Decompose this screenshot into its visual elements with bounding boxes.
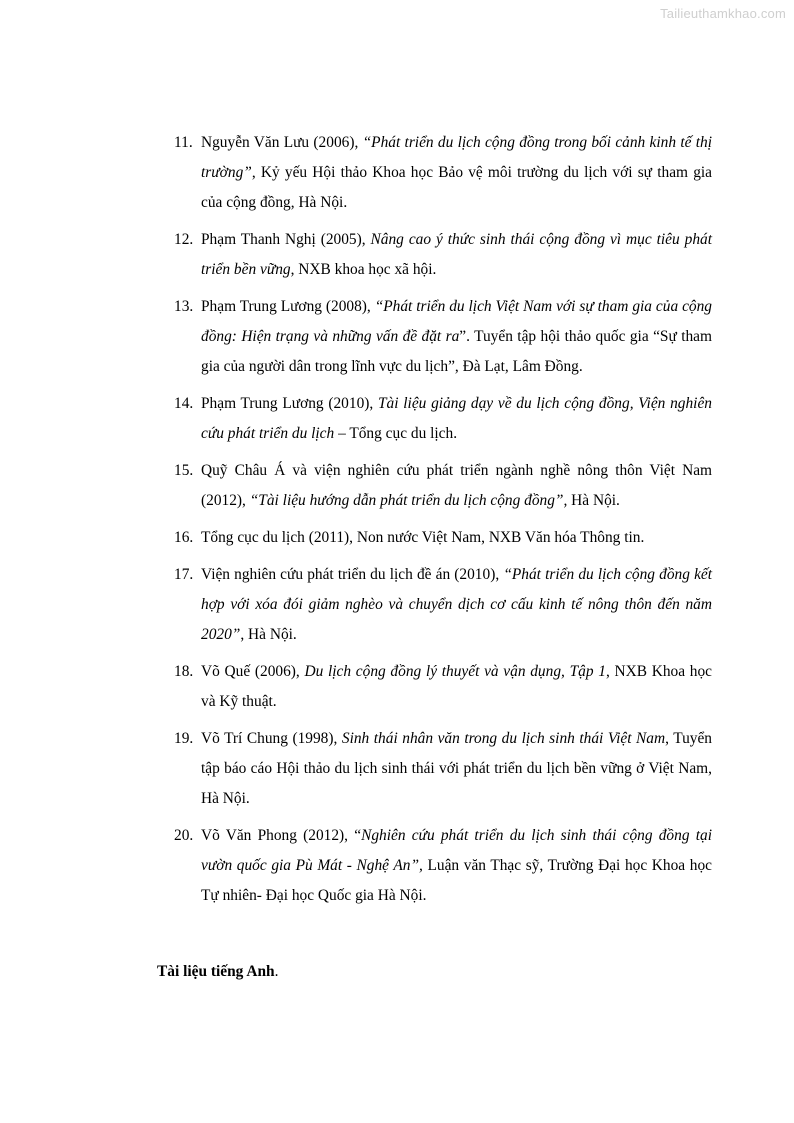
reference-number: 15. [174, 462, 194, 479]
reference-number: 19. [174, 730, 194, 747]
reference-text: , Tuyển tập báo cáo Hội thảo du lịch sinh thái với phát triển du lịch bền vững ở Việt Nam, Hà Nội. [201, 730, 712, 807]
reference-title: Tài liệu giảng dạy về du lịch cộng đồng, Viện nghiên cứu phát triển du lịch [201, 395, 712, 442]
reference-title: “Tài liệu hướng dẫn phát triển du lịch cộng đồng”, [249, 492, 568, 509]
reference-title: Du lịch cộng đồng lý thuyết và vận dụng, Tập 1 [304, 663, 606, 680]
reference-item [174, 389, 712, 449]
reference-title: Nâng cao ý thức sinh thái cộng đồng vì mục tiêu phát triển bền vững [201, 231, 712, 278]
reference-number: 12. [174, 231, 194, 248]
reference-title: “Phát triển du lịch Việt Nam với sự tham gia của cộng đồng: Hiện trạng và những vấn đề đặt ra [201, 298, 712, 345]
reference-number: 11. [174, 134, 193, 151]
reference-item [174, 523, 712, 553]
reference-text: Luận văn Thạc sỹ, Trường Đại học Khoa học Tự nhiên- Đại học Quốc gia Hà Nội. [201, 857, 712, 904]
reference-text: Võ Quế (2006), [201, 663, 305, 680]
reference-text: – Tổng cục du lịch. [334, 425, 458, 442]
reference-title: Sinh thái nhân văn trong du lịch sinh thái Việt Nam [341, 730, 666, 747]
reference-item [174, 292, 712, 382]
section-heading [157, 957, 278, 987]
reference-number: 14. [174, 395, 194, 412]
reference-number: 16. [174, 529, 194, 546]
watermark-text: Tailieuthamkhao.com [660, 6, 786, 21]
reference-title: “Phát triển du lịch cộng đồng kết hợp với xóa đói giảm nghèo và chuyển dịch cơ cấu kinh tế nông thôn đến năm 2020” [201, 566, 713, 643]
reference-text: , Kỷ yếu Hội thảo Khoa học Bảo vệ môi trường du lịch với sự tham gia của cộng đồng, Hà Nội. [201, 164, 712, 211]
reference-item [174, 657, 712, 717]
reference-text: Quỹ Châu Á và viện nghiên cứu phát triển ngành nghề nông thôn Việt Nam (2012), [201, 462, 712, 509]
reference-title: “Phát triển du lịch cộng đồng trong bối cảnh kinh tế thị trường” [201, 134, 712, 181]
reference-text: , NXB Khoa học và Kỹ thuật. [201, 663, 712, 710]
reference-number: 18. [174, 663, 194, 680]
reference-text: Phạm Trung Lương (2008), [201, 298, 375, 315]
section-heading-period: . [274, 963, 279, 980]
reference-item [174, 821, 712, 911]
reference-text: Nguyễn Văn Lưu (2006), [201, 134, 363, 151]
reference-list [174, 128, 712, 918]
reference-number: 13. [174, 298, 194, 315]
reference-text: Hà Nội. [567, 492, 620, 509]
reference-text: , NXB khoa học xã hội. [290, 261, 437, 278]
reference-item [174, 456, 712, 516]
reference-text: ”. Tuyển tập hội thảo quốc gia “Sự tham gia của người dân trong lĩnh vực du lịch”, Đà Lạt, Lâm Đồng. [201, 328, 712, 375]
reference-item [174, 724, 712, 814]
reference-text: Võ Trí Chung (1998), [201, 730, 342, 747]
reference-text: Võ Văn Phong (2012), “ [201, 827, 362, 844]
reference-text: Phạm Trung Lương (2010), [201, 395, 378, 412]
reference-item [174, 225, 712, 285]
section-heading-bold: Tài liệu tiếng Anh [157, 963, 275, 980]
reference-title: Nghiên cứu phát triển du lịch sinh thái cộng đồng tại vườn quốc gia Pù Mát - Nghệ An”, [201, 827, 712, 874]
reference-item [174, 128, 712, 218]
reference-item [174, 560, 712, 650]
reference-text: Viện nghiên cứu phát triển du lịch đề án (2010), [201, 566, 504, 583]
reference-text: , Hà Nội. [240, 626, 297, 643]
reference-number: 20. [174, 827, 194, 844]
reference-number: 17. [174, 566, 194, 583]
reference-text: Tổng cục du lịch (2011), Non nước Việt Nam, NXB Văn hóa Thông tin. [201, 529, 645, 546]
reference-text: Phạm Thanh Nghị (2005), [201, 231, 371, 248]
